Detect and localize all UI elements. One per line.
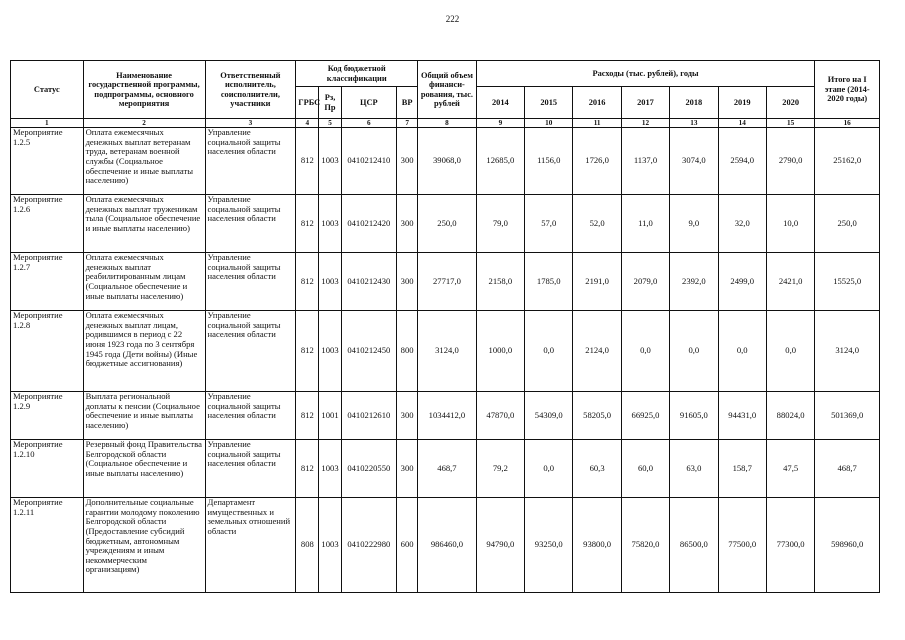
total-volume-cell: 3124,0 <box>418 311 476 392</box>
header-total-volume: Общий объем финанси-рования, тыс. рублей <box>418 61 476 119</box>
stage-total-cell: 598960,0 <box>815 498 880 593</box>
total-volume-cell: 27717,0 <box>418 253 476 311</box>
responsible-cell: Управление социальной защиты населения области <box>205 128 296 195</box>
year-value-cell: 47,5 <box>766 440 814 498</box>
year-value-cell: 77500,0 <box>718 498 766 593</box>
year-value-cell: 11,0 <box>621 195 669 253</box>
column-index: 11 <box>573 119 621 128</box>
program-cell: Резервный фонд Правительства Белгородской области (Социальное обеспечение и иные выплаты населению) <box>83 440 205 498</box>
year-value-cell: 94790,0 <box>476 498 524 593</box>
status-cell: Мероприятие 1.2.9 <box>11 392 84 440</box>
header-year: 2016 <box>573 87 621 119</box>
column-index: 16 <box>815 119 880 128</box>
year-value-cell: 0,0 <box>525 311 573 392</box>
grbs-cell: 812 <box>296 311 319 392</box>
vr-cell: 300 <box>397 128 418 195</box>
total-volume-cell: 250,0 <box>418 195 476 253</box>
program-cell: Оплата ежемесячных денежных выплат ветеранам труда, ветеранам военной службы (Социальное обеспечение и иные выплаты населению) <box>83 128 205 195</box>
vr-cell: 300 <box>397 440 418 498</box>
column-index: 8 <box>418 119 476 128</box>
year-value-cell: 2191,0 <box>573 253 621 311</box>
program-cell: Оплата ежемесячных денежных выплат лицам, родившимся в период с 22 июня 1923 года по 3 сентября 1945 года (Дети войны) (Иные бюджетные ассигнования) <box>83 311 205 392</box>
grbs-cell: 812 <box>296 128 319 195</box>
header-program: Наименование государственной программы, подпрограммы, основного мероприятия <box>83 61 205 119</box>
status-cell: Мероприятие 1.2.10 <box>11 440 84 498</box>
header-year: 2014 <box>476 87 524 119</box>
stage-total-cell: 501369,0 <box>815 392 880 440</box>
table-row <box>11 392 880 440</box>
table-row <box>11 440 880 498</box>
year-value-cell: 158,7 <box>718 440 766 498</box>
year-value-cell: 60,3 <box>573 440 621 498</box>
program-cell: Дополнительные социальные гарантии молодому поколению Белгородской области (Предоставление субсидий бюджетным, автономным учреждениям и иным некоммерческим организациям) <box>83 498 205 593</box>
total-volume-cell: 986460,0 <box>418 498 476 593</box>
year-value-cell: 1156,0 <box>525 128 573 195</box>
year-value-cell: 0,0 <box>525 440 573 498</box>
header-csr: ЦСР <box>341 87 396 119</box>
year-value-cell: 47870,0 <box>476 392 524 440</box>
column-index: 14 <box>718 119 766 128</box>
header-rzpr: Рз, Пр <box>319 87 341 119</box>
responsible-cell: Управление социальной защиты населения области <box>205 440 296 498</box>
status-cell: Мероприятие 1.2.5 <box>11 128 84 195</box>
csr-cell: 0410212430 <box>341 253 396 311</box>
year-value-cell: 66925,0 <box>621 392 669 440</box>
year-value-cell: 0,0 <box>670 311 718 392</box>
grbs-cell: 812 <box>296 440 319 498</box>
column-index: 2 <box>83 119 205 128</box>
year-value-cell: 3074,0 <box>670 128 718 195</box>
csr-cell: 0410212450 <box>341 311 396 392</box>
grbs-cell: 812 <box>296 392 319 440</box>
table-row <box>11 128 880 195</box>
table-row <box>11 253 880 311</box>
grbs-cell: 812 <box>296 253 319 311</box>
grbs-cell: 808 <box>296 498 319 593</box>
year-value-cell: 32,0 <box>718 195 766 253</box>
header-expenses: Расходы (тыс. рублей), годы <box>476 61 815 87</box>
program-cell: Оплата ежемесячных денежных выплат реабилитированным лицам (Социальное обеспечение и иные выплаты населению) <box>83 253 205 311</box>
year-value-cell: 2079,0 <box>621 253 669 311</box>
vr-cell: 300 <box>397 195 418 253</box>
vr-cell: 300 <box>397 253 418 311</box>
budget-table <box>10 60 880 593</box>
header-year: 2019 <box>718 87 766 119</box>
year-value-cell: 2124,0 <box>573 311 621 392</box>
year-value-cell: 2499,0 <box>718 253 766 311</box>
year-value-cell: 79,0 <box>476 195 524 253</box>
column-index: 13 <box>670 119 718 128</box>
year-value-cell: 93800,0 <box>573 498 621 593</box>
header-status: Статус <box>11 61 84 119</box>
table-row <box>11 498 880 593</box>
rzpr-cell: 1003 <box>319 253 341 311</box>
table-row <box>11 311 880 392</box>
rzpr-cell: 1001 <box>319 392 341 440</box>
stage-total-cell: 468,7 <box>815 440 880 498</box>
total-volume-cell: 39068,0 <box>418 128 476 195</box>
year-value-cell: 94431,0 <box>718 392 766 440</box>
year-value-cell: 12685,0 <box>476 128 524 195</box>
year-value-cell: 86500,0 <box>670 498 718 593</box>
year-value-cell: 54309,0 <box>525 392 573 440</box>
column-index: 5 <box>319 119 341 128</box>
header-year: 2020 <box>766 87 814 119</box>
header-vr: ВР <box>397 87 418 119</box>
year-value-cell: 9,0 <box>670 195 718 253</box>
year-value-cell: 0,0 <box>621 311 669 392</box>
header-grbs: ГРБС <box>296 87 319 119</box>
vr-cell: 600 <box>397 498 418 593</box>
csr-cell: 0410212420 <box>341 195 396 253</box>
stage-total-cell: 3124,0 <box>815 311 880 392</box>
responsible-cell: Управление социальной защиты населения области <box>205 195 296 253</box>
grbs-cell: 812 <box>296 195 319 253</box>
year-value-cell: 93250,0 <box>525 498 573 593</box>
rzpr-cell: 1003 <box>319 311 341 392</box>
year-value-cell: 1000,0 <box>476 311 524 392</box>
column-index: 7 <box>397 119 418 128</box>
header-budget-code: Код бюджетной классификации <box>296 61 418 87</box>
year-value-cell: 79,2 <box>476 440 524 498</box>
responsible-cell: Управление социальной защиты населения области <box>205 253 296 311</box>
page-number: 222 <box>445 14 460 24</box>
column-index: 3 <box>205 119 296 128</box>
column-index: 15 <box>766 119 814 128</box>
stage-total-cell: 250,0 <box>815 195 880 253</box>
csr-cell: 0410212610 <box>341 392 396 440</box>
stage-total-cell: 15525,0 <box>815 253 880 311</box>
year-value-cell: 1726,0 <box>573 128 621 195</box>
year-value-cell: 2790,0 <box>766 128 814 195</box>
year-value-cell: 1785,0 <box>525 253 573 311</box>
status-cell: Мероприятие 1.2.11 <box>11 498 84 593</box>
responsible-cell: Управление социальной защиты населения области <box>205 392 296 440</box>
column-index: 6 <box>341 119 396 128</box>
year-value-cell: 2421,0 <box>766 253 814 311</box>
year-value-cell: 2594,0 <box>718 128 766 195</box>
header-year: 2017 <box>621 87 669 119</box>
year-value-cell: 2158,0 <box>476 253 524 311</box>
rzpr-cell: 1003 <box>319 440 341 498</box>
year-value-cell: 2392,0 <box>670 253 718 311</box>
year-value-cell: 0,0 <box>718 311 766 392</box>
program-cell: Оплата ежемесячных денежных выплат труженикам тыла (Социальное обеспечение и иные выплаты населению) <box>83 195 205 253</box>
rzpr-cell: 1003 <box>319 128 341 195</box>
year-value-cell: 57,0 <box>525 195 573 253</box>
year-value-cell: 52,0 <box>573 195 621 253</box>
year-value-cell: 88024,0 <box>766 392 814 440</box>
status-cell: Мероприятие 1.2.6 <box>11 195 84 253</box>
header-year: 2018 <box>670 87 718 119</box>
column-index: 1 <box>11 119 84 128</box>
stage-total-cell: 25162,0 <box>815 128 880 195</box>
year-value-cell: 1137,0 <box>621 128 669 195</box>
column-index: 9 <box>476 119 524 128</box>
vr-cell: 300 <box>397 392 418 440</box>
column-index: 4 <box>296 119 319 128</box>
table-row <box>11 195 880 253</box>
rzpr-cell: 1003 <box>319 498 341 593</box>
header-year: 2015 <box>525 87 573 119</box>
header-stage-total: Итого на I этапе (2014-2020 годы) <box>815 61 880 119</box>
year-value-cell: 75820,0 <box>621 498 669 593</box>
year-value-cell: 0,0 <box>766 311 814 392</box>
csr-cell: 0410220550 <box>341 440 396 498</box>
year-value-cell: 63,0 <box>670 440 718 498</box>
responsible-cell: Управление социальной защиты населения области <box>205 311 296 392</box>
csr-cell: 0410222980 <box>341 498 396 593</box>
year-value-cell: 10,0 <box>766 195 814 253</box>
header-responsible: Ответственный исполнитель, соисполнители, участники <box>205 61 296 119</box>
year-value-cell: 91605,0 <box>670 392 718 440</box>
total-volume-cell: 468,7 <box>418 440 476 498</box>
status-cell: Мероприятие 1.2.7 <box>11 253 84 311</box>
column-index: 12 <box>621 119 669 128</box>
year-value-cell: 58205,0 <box>573 392 621 440</box>
year-value-cell: 77300,0 <box>766 498 814 593</box>
vr-cell: 800 <box>397 311 418 392</box>
status-cell: Мероприятие 1.2.8 <box>11 311 84 392</box>
column-index: 10 <box>525 119 573 128</box>
responsible-cell: Департамент имущественных и земельных отношений области <box>205 498 296 593</box>
rzpr-cell: 1003 <box>319 195 341 253</box>
total-volume-cell: 1034412,0 <box>418 392 476 440</box>
year-value-cell: 60,0 <box>621 440 669 498</box>
program-cell: Выплата региональной доплаты к пенсии (Социальное обеспечение и иные выплаты населению) <box>83 392 205 440</box>
csr-cell: 0410212410 <box>341 128 396 195</box>
